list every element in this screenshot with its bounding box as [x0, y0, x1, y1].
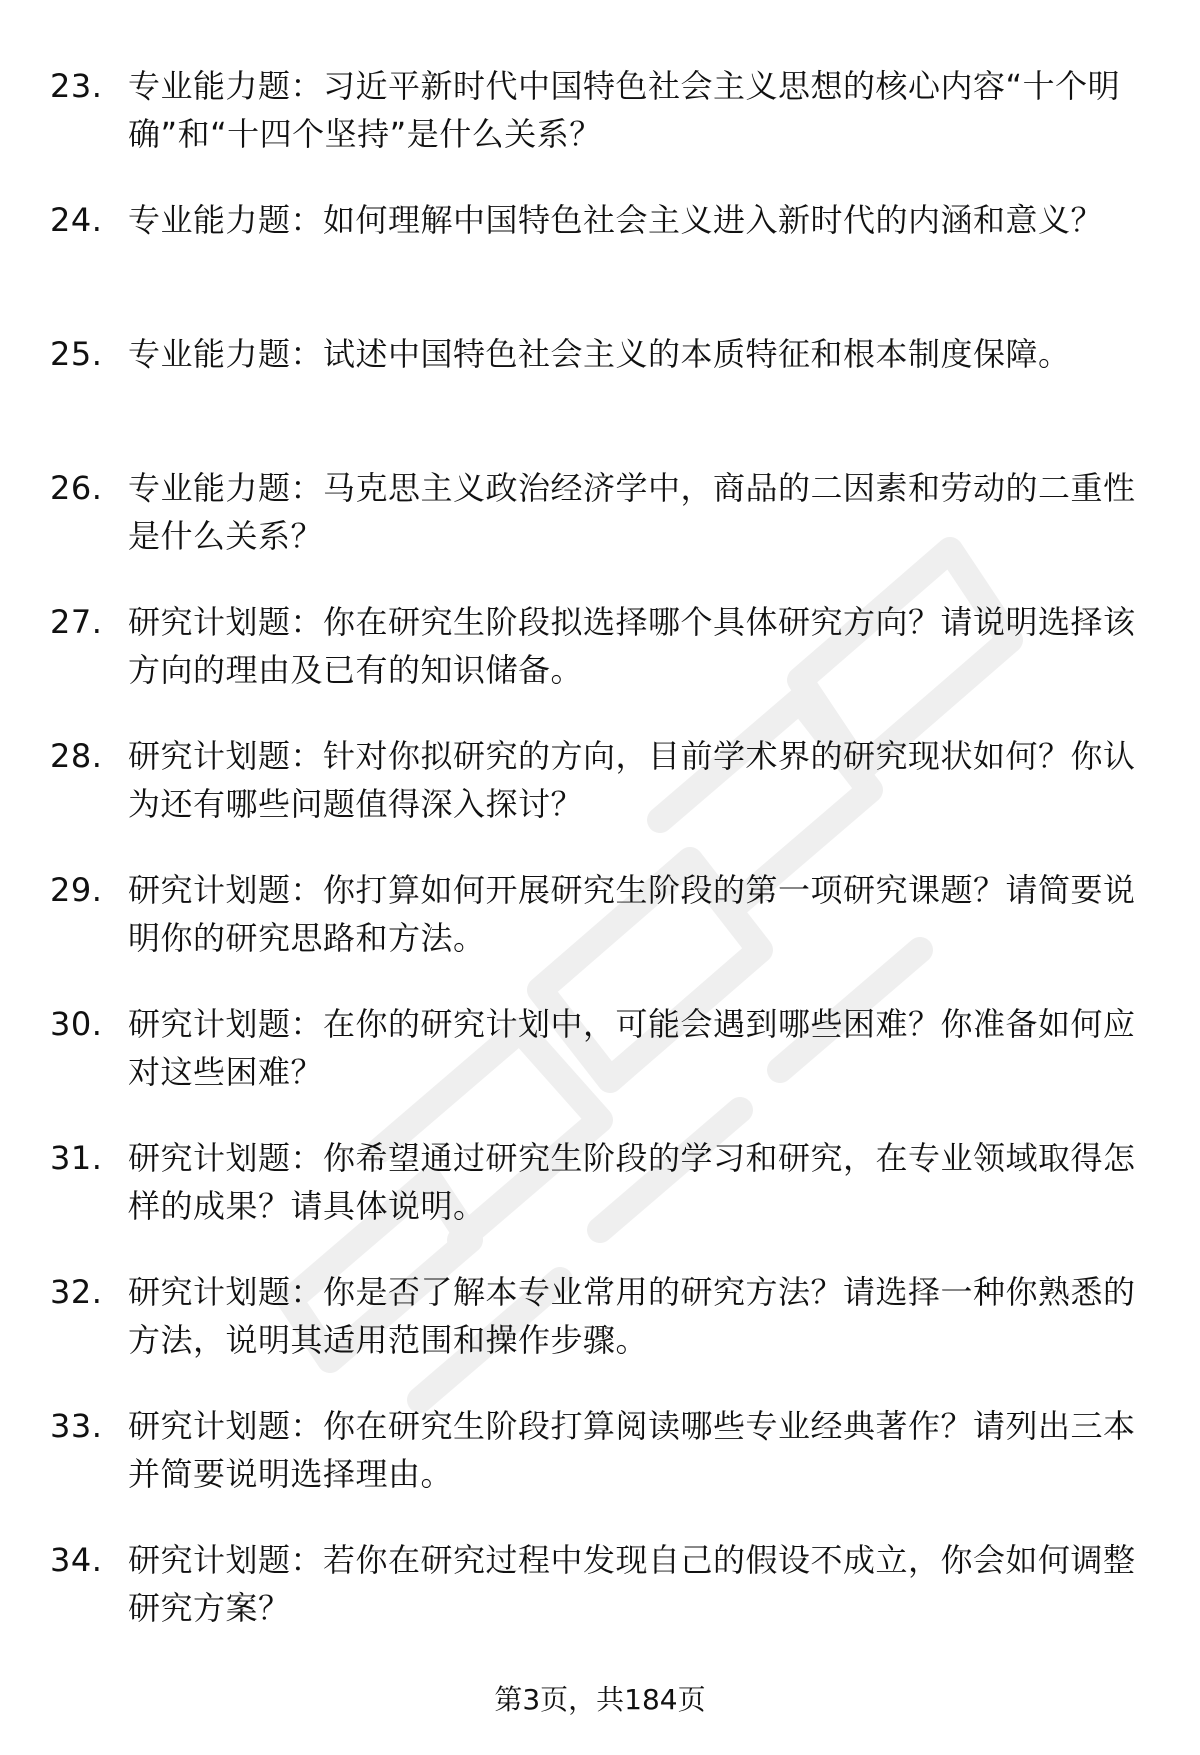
list-item [0, 1000, 1200, 1134]
question-number: 25. [50, 335, 103, 373]
list-item [0, 598, 1200, 732]
page-number: 第3页，共184页 [494, 1683, 706, 1716]
question-text: 研究计划题：针对你拟研究的方向，目前学术界的研究现状如何？你认为还有哪些问题值得深入探讨？ [128, 737, 1136, 823]
list-item [0, 196, 1200, 330]
question-number: 24. [50, 201, 103, 239]
question-text: 研究计划题：你在研究生阶段拟选择哪个具体研究方向？请说明选择该方向的理由及已有的知识储备。 [128, 603, 1136, 689]
question-text: 研究计划题：你是否了解本专业常用的研究方法？请选择一种你熟悉的方法，说明其适用范围和操作步骤。 [128, 1273, 1136, 1359]
list-item [0, 330, 1200, 464]
question-number: 31. [50, 1139, 103, 1177]
question-text: 研究计划题：在你的研究计划中，可能会遇到哪些困难？你准备如何应对这些困难？ [128, 1005, 1136, 1091]
question-number: 28. [50, 737, 103, 775]
question-text: 专业能力题：试述中国特色社会主义的本质特征和根本制度保障。 [128, 335, 1071, 373]
question-list [0, 62, 1200, 1670]
list-item [0, 464, 1200, 598]
question-text: 研究计划题：你打算如何开展研究生阶段的第一项研究课题？请简要说明你的研究思路和方法。 [128, 871, 1136, 957]
list-item [0, 866, 1200, 1000]
question-number: 30. [50, 1005, 103, 1043]
question-number: 26. [50, 469, 103, 507]
question-text: 专业能力题：马克思主义政治经济学中，商品的二因素和劳动的二重性是什么关系？ [128, 469, 1136, 555]
question-number: 23. [50, 67, 103, 105]
question-number: 27. [50, 603, 103, 641]
question-text: 研究计划题：你在研究生阶段打算阅读哪些专业经典著作？请列出三本并简要说明选择理由。 [128, 1407, 1136, 1493]
list-item [0, 1402, 1200, 1536]
question-text: 专业能力题：习近平新时代中国特色社会主义思想的核心内容“十个明确”和“十四个坚持”是什么关系？ [128, 67, 1121, 153]
question-number: 34. [50, 1541, 103, 1579]
list-item [0, 62, 1200, 196]
list-item [0, 1134, 1200, 1268]
question-text: 研究计划题：若你在研究过程中发现自己的假设不成立，你会如何调整研究方案？ [128, 1541, 1136, 1627]
question-number: 29. [50, 871, 103, 909]
question-number: 33. [50, 1407, 103, 1445]
list-item [0, 1536, 1200, 1670]
question-text: 专业能力题：如何理解中国特色社会主义进入新时代的内涵和意义？ [128, 201, 1104, 239]
list-item [0, 732, 1200, 866]
list-item [0, 1268, 1200, 1402]
question-number: 32. [50, 1273, 103, 1311]
question-text: 研究计划题：你希望通过研究生阶段的学习和研究，在专业领域取得怎样的成果？请具体说明。 [128, 1139, 1136, 1225]
